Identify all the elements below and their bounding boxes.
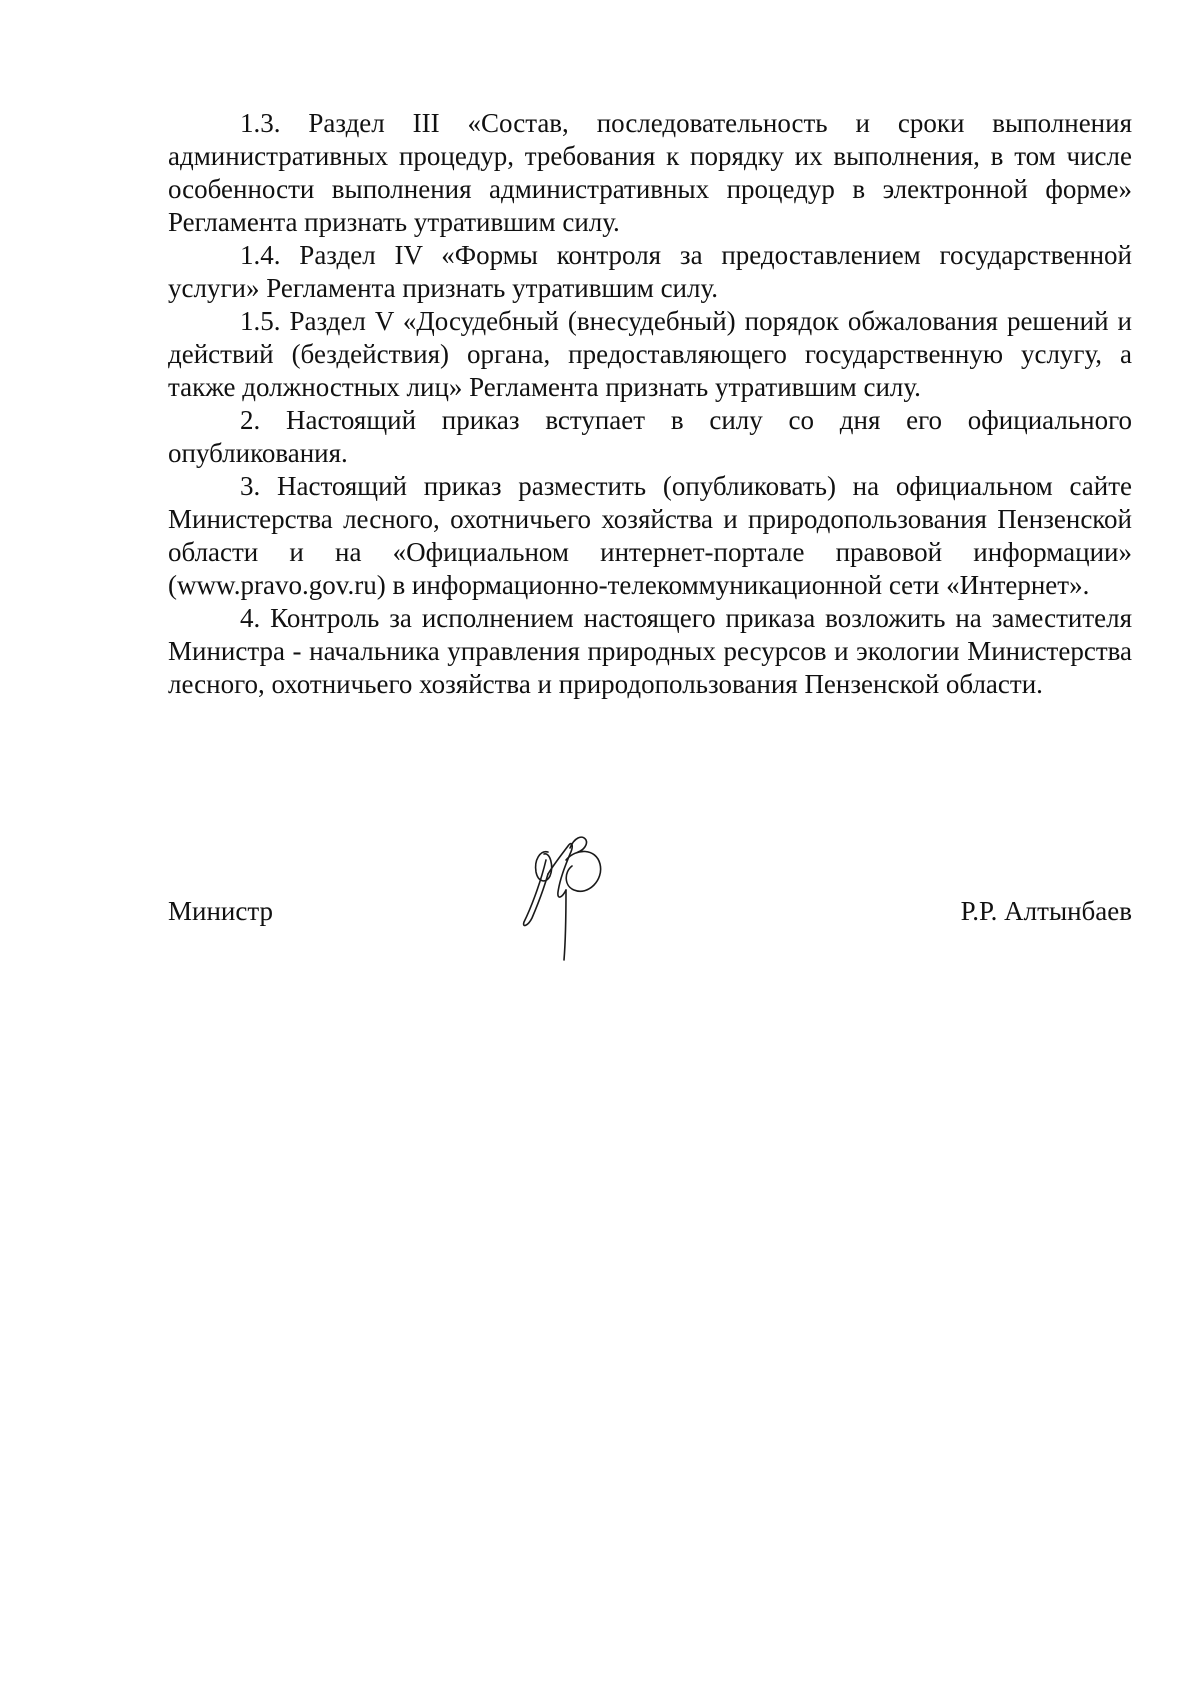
paragraph-1-5: 1.5. Раздел V «Досудебный (внесудебный) порядок обжалования решений и действий (бездействия) органа, предоставляющего государственную услугу, а также должностных лиц» Регламента признать утратившим силу. (168, 306, 1132, 402)
handwritten-signature-icon (510, 830, 620, 965)
paragraph-4: 4. Контроль за исполнением настоящего приказа возложить на заместителя Министра - начальника управления природных ресурсов и экологии Министерства лесного, охотничьего хозяйства и природопользования Пензенской области. (168, 603, 1132, 699)
paragraph-1-3: 1.3. Раздел III «Состав, последовательность и сроки выполнения административных процедур, требования к порядку их выполнения, в том числе особенности выполнения административных процедур в электронной форме» Регламента признать утратившим силу. (168, 108, 1132, 237)
signatory-name: Р.Р. Алтынбаев (960, 896, 1132, 926)
signature-block (168, 830, 1132, 950)
paragraph-1-4: 1.4. Раздел IV «Формы контроля за предоставлением государственной услуги» Регламента признать утратившим силу. (168, 240, 1132, 303)
document-body (168, 107, 1132, 701)
signatory-title: Министр (168, 896, 273, 926)
paragraph-3: 3. Настоящий приказ разместить (опубликовать) на официальном сайте Министерства лесного, охотничьего хозяйства и природопользования Пензенской области и на «Официальном интернет-портале правовой информации» (www.pravo.gov.ru) в информационно-телекоммуникационной сети «Интернет». (168, 471, 1132, 600)
paragraph-2: 2. Настоящий приказ вступает в силу со дня его официального опубликования. (168, 405, 1132, 468)
